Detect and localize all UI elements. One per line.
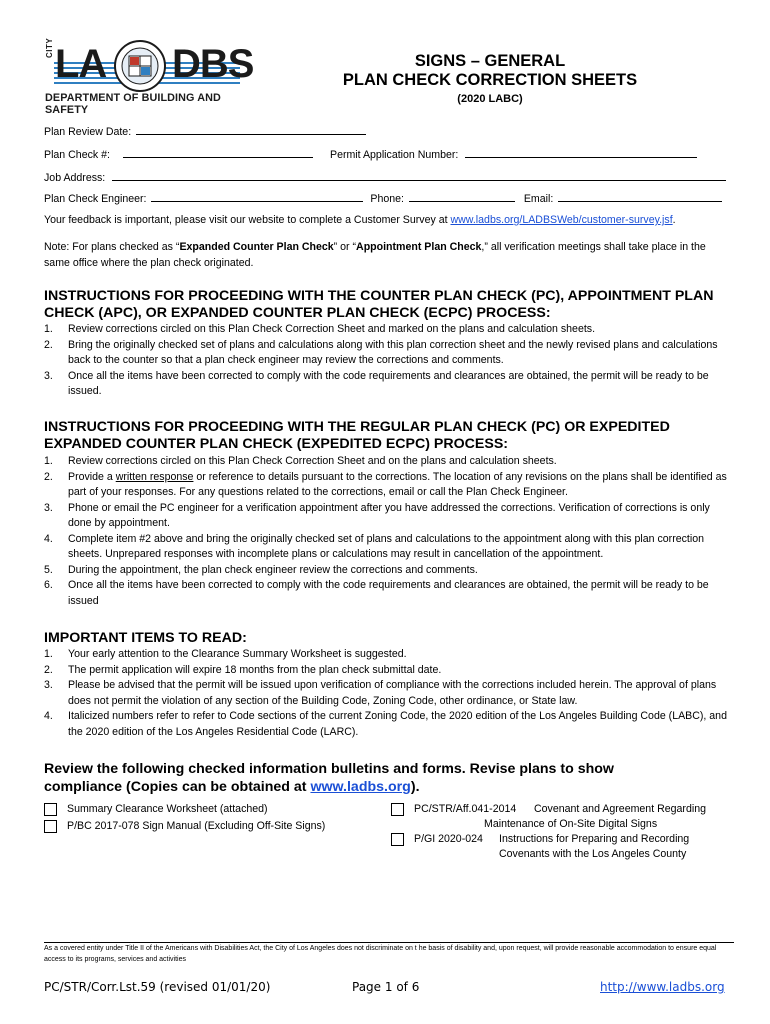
email-input[interactable] bbox=[558, 190, 722, 202]
item-text: Bring the originally checked set of plans and calculations along with this plan correction sheet and the newly revised plans and calculations back to the counter so that a plan check engineer may review the corrections and comments. bbox=[68, 338, 718, 366]
review-line2 bbox=[44, 778, 744, 796]
list-item bbox=[44, 501, 734, 532]
ladbs-link[interactable]: www.ladbs.org bbox=[310, 779, 411, 795]
plan-review-date-input[interactable] bbox=[136, 123, 366, 135]
feedback-paragraph bbox=[44, 212, 734, 228]
note-expanded-counter: Expanded Counter Plan Check bbox=[179, 241, 334, 253]
item-number: 6. bbox=[44, 579, 53, 591]
covenant-instructions-line2: Covenants with the Los Angeles County bbox=[499, 848, 687, 860]
item-text: Provide a bbox=[68, 470, 116, 483]
note-appointment: Appointment Plan Check bbox=[356, 241, 482, 253]
item-number: 2. bbox=[44, 470, 53, 483]
note-paragraph bbox=[44, 239, 734, 271]
list-item bbox=[44, 709, 734, 740]
covenant-digital-signs-line1: Covenant and Agreement Regarding bbox=[534, 803, 706, 815]
item-number: 1. bbox=[44, 455, 53, 467]
plan-review-date-label: Plan Review Date: bbox=[44, 126, 132, 138]
item-text: Italicized numbers refer to refer to Code sections of the current Zoning Code, the 2020 edition of the Los Angeles Building Code (LABC), and the 2020 edition of the Los Angeles Residential Code (LARC). bbox=[68, 710, 727, 738]
item-text: Once all the items have been corrected to comply with the code requirements and clearances are obtained, the permit will be ready to be issued bbox=[68, 579, 709, 607]
item-text: Once all the items have been corrected to comply with the code requirements and clearances are obtained, the permit will be ready to be issued. bbox=[68, 369, 709, 397]
ada-notice: As a covered entity under Title II of the Americans with Disabilities Act, the City of Los Angeles does not discriminate on t he basis of disability and, upon request, will provide reasonable accommodation to ensure equal access to its programs, services and activities bbox=[44, 942, 734, 965]
list-item bbox=[44, 563, 734, 579]
sign-manual-label: P/BC 2017-078 Sign Manual (Excluding Off-Site Signs) bbox=[67, 820, 326, 832]
section1-heading: INSTRUCTIONS FOR PROCEEDING WITH THE COUNTER PLAN CHECK (PC), APPOINTMENT PLAN CHECK (APC), OR EXPANDED COUNTER PLAN CHECK (ECPC) PROCESS: bbox=[44, 288, 714, 321]
item-number: 3. bbox=[44, 679, 53, 691]
list-item bbox=[44, 647, 734, 663]
item-number: 2. bbox=[44, 338, 53, 351]
review-line2-end: ). bbox=[410, 779, 420, 795]
job-address-label: Job Address: bbox=[44, 172, 106, 184]
item-number: 4. bbox=[44, 532, 53, 545]
list-item bbox=[44, 532, 734, 563]
item-number: 2. bbox=[44, 663, 53, 676]
footer-website-link[interactable]: http://www.ladbs.org bbox=[600, 980, 725, 994]
sign-manual-checkbox[interactable] bbox=[44, 820, 57, 833]
item-number: 4. bbox=[44, 710, 53, 722]
review-heading bbox=[44, 760, 744, 796]
item-text: Phone or email the PC engineer for a verification appointment after you have addressed the corrections. Verification of corrections is only done by appointment. bbox=[68, 501, 710, 529]
department-name: DEPARTMENT OF BUILDING AND SAFETY bbox=[45, 92, 221, 116]
list-item bbox=[44, 578, 734, 609]
code-edition: (2020 LABC) bbox=[457, 93, 523, 105]
permit-application-field bbox=[330, 146, 697, 161]
item-text: Please be advised that the permit will be issued upon verification of compliance with the corrections included herein. The approval of plans does not permit the violation of any section of the Building Code, Zoning Code, other ordinance, or State law. bbox=[68, 679, 717, 707]
ladbs-logo bbox=[44, 37, 254, 116]
logo-la-text: LA bbox=[55, 42, 107, 86]
plan-check-input[interactable] bbox=[123, 146, 313, 158]
covenant-instructions-checkbox[interactable] bbox=[391, 833, 404, 846]
item-number: 1. bbox=[44, 323, 53, 335]
plan-check-label: Plan Check #: bbox=[44, 149, 110, 161]
section3-heading: IMPORTANT ITEMS TO READ: bbox=[44, 630, 247, 646]
phone-input[interactable] bbox=[409, 190, 515, 202]
email-label: Email: bbox=[523, 193, 554, 205]
logo-city-text: CITY bbox=[45, 37, 54, 58]
list-item bbox=[44, 678, 734, 709]
list-item bbox=[44, 338, 734, 369]
covenant-instructions-line1: Instructions for Preparing and Recording bbox=[499, 833, 690, 845]
section2-heading: INSTRUCTIONS FOR PROCEEDING WITH THE REGULAR PLAN CHECK (PC) OR EXPEDITED EXPANDED COUNTER PLAN CHECK (EXPEDITED ECPC) PROCESS: bbox=[44, 419, 670, 452]
item-text: During the appointment, the plan check engineer review the corrections and comments. bbox=[68, 563, 478, 576]
note-text-e: ,” all verification meetings shall take place in the same office where the plan check originated. bbox=[44, 241, 706, 269]
feedback-end: . bbox=[672, 214, 676, 226]
item-text: The permit application will expire 18 months from the plan check submittal date. bbox=[68, 663, 442, 676]
job-address-input[interactable] bbox=[112, 169, 726, 181]
list-item bbox=[44, 454, 734, 470]
section3-list bbox=[44, 647, 734, 740]
list-item bbox=[44, 369, 734, 400]
item-text: Review corrections circled on this Plan Check Correction Sheet and on the plans and calculation sheets. bbox=[68, 455, 557, 467]
item-number: 3. bbox=[44, 501, 53, 514]
section2-list bbox=[44, 454, 734, 609]
plan-check-engineer-input[interactable] bbox=[151, 190, 363, 202]
written-response-emphasis: written response bbox=[115, 470, 194, 483]
permit-application-label: Permit Application Number: bbox=[330, 149, 459, 161]
item-text: Your early attention to the Clearance Summary Worksheet is suggested. bbox=[68, 648, 407, 660]
city-seal-icon bbox=[114, 40, 166, 92]
note-text-a: Note: For plans checked as “ bbox=[44, 241, 180, 253]
list-item bbox=[44, 470, 734, 501]
review-line1: Review the following checked information bulletins and forms. Revise plans to show bbox=[44, 761, 614, 777]
item-number: 3. bbox=[44, 369, 53, 382]
customer-survey-link[interactable]: www.ladbs.org/LADBSWeb/customer-survey.jsf bbox=[450, 214, 673, 226]
item-text: Review corrections circled on this Plan Check Correction Sheet and marked on the plans and calculation sheets. bbox=[68, 323, 596, 335]
permit-application-input[interactable] bbox=[465, 146, 697, 158]
review-line2-text: compliance (Copies can be obtained at bbox=[44, 779, 311, 795]
list-item bbox=[44, 663, 734, 679]
covenant-instructions-code: P/GI 2020-024 bbox=[414, 833, 483, 845]
covenant-digital-signs-code: PC/STR/Aff.041-2014 bbox=[414, 803, 517, 815]
plan-review-date-field bbox=[44, 123, 366, 138]
logo-dbs-text: DBS bbox=[172, 42, 254, 86]
summary-clearance-label: Summary Clearance Worksheet (attached) bbox=[67, 803, 268, 815]
covenant-digital-signs-line2: Maintenance of On-Site Digital Signs bbox=[484, 818, 658, 830]
item-number: 1. bbox=[44, 648, 53, 660]
plan-check-engineer-label: Plan Check Engineer: bbox=[44, 193, 147, 205]
document-subtitle: PLAN CHECK CORRECTION SHEETS bbox=[342, 71, 638, 89]
item-text: or reference to details pursuant to the corrections. The location of any revisions on the plans shall be identified as part of your responses. For any questions related to the corrections, email or call the Plan Check Engineer. bbox=[68, 470, 727, 498]
list-item bbox=[44, 322, 734, 338]
covenant-digital-signs-checkbox[interactable] bbox=[391, 803, 404, 816]
summary-clearance-checkbox[interactable] bbox=[44, 803, 57, 816]
document-title: SIGNS – GENERAL bbox=[414, 52, 566, 70]
section1-list bbox=[44, 322, 734, 400]
plan-check-field bbox=[44, 146, 313, 161]
page-number: Page 1 of 6 bbox=[352, 980, 420, 994]
form-id: PC/STR/Corr.Lst.59 (revised 01/01/20) bbox=[44, 980, 271, 994]
job-address-field bbox=[44, 169, 726, 184]
note-text-c: ” or “ bbox=[333, 241, 357, 253]
feedback-text: Your feedback is important, please visit our website to complete a Customer Survey at bbox=[44, 214, 451, 226]
item-text: Complete item #2 above and bring the originally checked set of plans and calculations to the appointment along with this plan correction sheets. Unprepared responses with incomplete plans or calculations may result in cancellation of the appointment. bbox=[68, 532, 705, 560]
plan-check-engineer-field bbox=[44, 190, 722, 205]
item-number: 5. bbox=[44, 563, 53, 576]
phone-label: Phone: bbox=[370, 193, 404, 205]
